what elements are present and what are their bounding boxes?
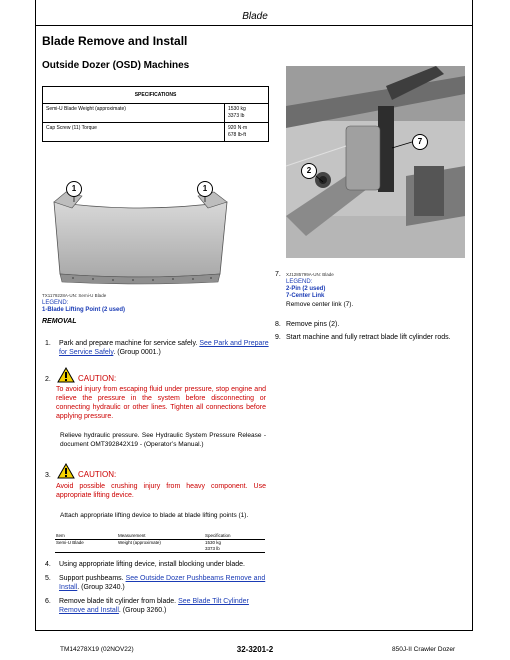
step-7-number: 7. [275,271,281,278]
callout-2: 2 [301,163,317,179]
header-rule [35,25,473,26]
step-9: 9. Start machine and fully retract blade lift cylinder rods. [275,334,451,341]
callout-leaders [286,66,465,258]
content-bottom-rule [35,630,473,631]
caution-label: CAUTION: [78,470,117,479]
step-8: 8. Remove pins (2). [275,321,340,328]
step-2-body: Relieve hydraulic pressure. See Hydraulic System Pressure Release - document OMT392842X19 - (Operator’s Manual.) [60,432,266,448]
figure-left-legend-item: 1-Blade Lifting Point (2 used) [42,307,126,313]
callout-7: 7 [412,134,428,150]
callout-1-right: 1 [197,181,213,197]
step-3-caution: 3. CAUTION: [45,463,270,477]
specifications-heading: SPECIFICATIONS [43,87,269,104]
warning-triangle-icon [57,463,75,479]
step-6: 6. Remove blade tilt cylinder from blade. See Blade Tilt Cylinder Remove and Install. (Group 3260.) [45,598,249,614]
table-row: Semi-U Blade Weight (approximate) 1530 kg 3373 lb [43,104,269,123]
park-prepare-link[interactable]: See Park and Prepare for Service Safely [59,340,269,356]
weight-table [55,532,265,553]
subsection-title: Outside Dozer (OSD) Machines [42,60,190,71]
step-3-caution-text: Avoid possible crushing injury from heavy component. Use appropriate lifting device. [56,483,266,499]
step-2-caution-text: To avoid injury from escaping fluid under pressure, stop engine and relieve the pressure in the system before disconnecting or connecting hydraulic or other lines. Tighten all connections before applying pressure. [56,386,266,420]
pushbeams-link[interactable]: See Outside Dozer Pushbeams Remove and Install [59,575,266,591]
step-1: 1. Park and prepare machine for service safely. See Park and Prepare for Service Safely. (Group 0001.) [45,340,269,356]
page-header-title: Blade [242,11,268,22]
caution-label: CAUTION: [78,374,117,383]
specifications-table [42,86,269,142]
step-3-body: Attach appropriate lifting device to blade at blade lifting points (1). [60,512,249,519]
figure-left-caption: TX1179228A-UN: Semi-U Blade [42,293,107,298]
warning-triangle-icon [57,367,75,383]
content-left-border [35,26,36,630]
callout-1-left: 1 [66,181,82,197]
footer-document-id: TM14278X19 (02NOV22) [60,646,134,653]
step-7-text: Remove center link (7). [286,301,354,308]
figure-left-legend-label: LEGEND: [42,300,69,306]
figure-right-caption: XJ1285799A-UN: Blade [286,272,334,277]
tilt-cylinder-link[interactable]: See Blade Tilt Cylinder Remove and Install [59,598,249,614]
footer-model: 850J-II Crawler Dozer [392,646,456,653]
section-title: Blade Remove and Install [42,34,188,48]
table-row: Cap Screw (11) Torque 920 N·m 678 lb-ft [43,123,269,142]
table-row: Semi-U Blade Weight (approximate) 1530 kg 3373 lb [55,539,265,552]
figure-right-legend-item-pin: 2-Pin (2 used) [286,286,326,292]
figure-right-legend-item-link: 7-Center Link [286,293,325,299]
step-4: 4. Using appropriate lifting device, install blocking under blade. [45,561,245,568]
step-5: 5. Support pushbeams. See Outside Dozer Pushbeams Remove and Install. (Group 3240.) [45,575,266,591]
table-row: Item Measurement Specification [55,532,265,539]
step-2-caution: 2. CAUTION: [45,367,270,381]
content-right-border [472,26,473,630]
footer-page-number: 32-3201-2 [236,645,274,654]
figure-right-legend-label: LEGEND: [286,279,313,285]
removal-heading: REMOVAL [42,318,77,325]
